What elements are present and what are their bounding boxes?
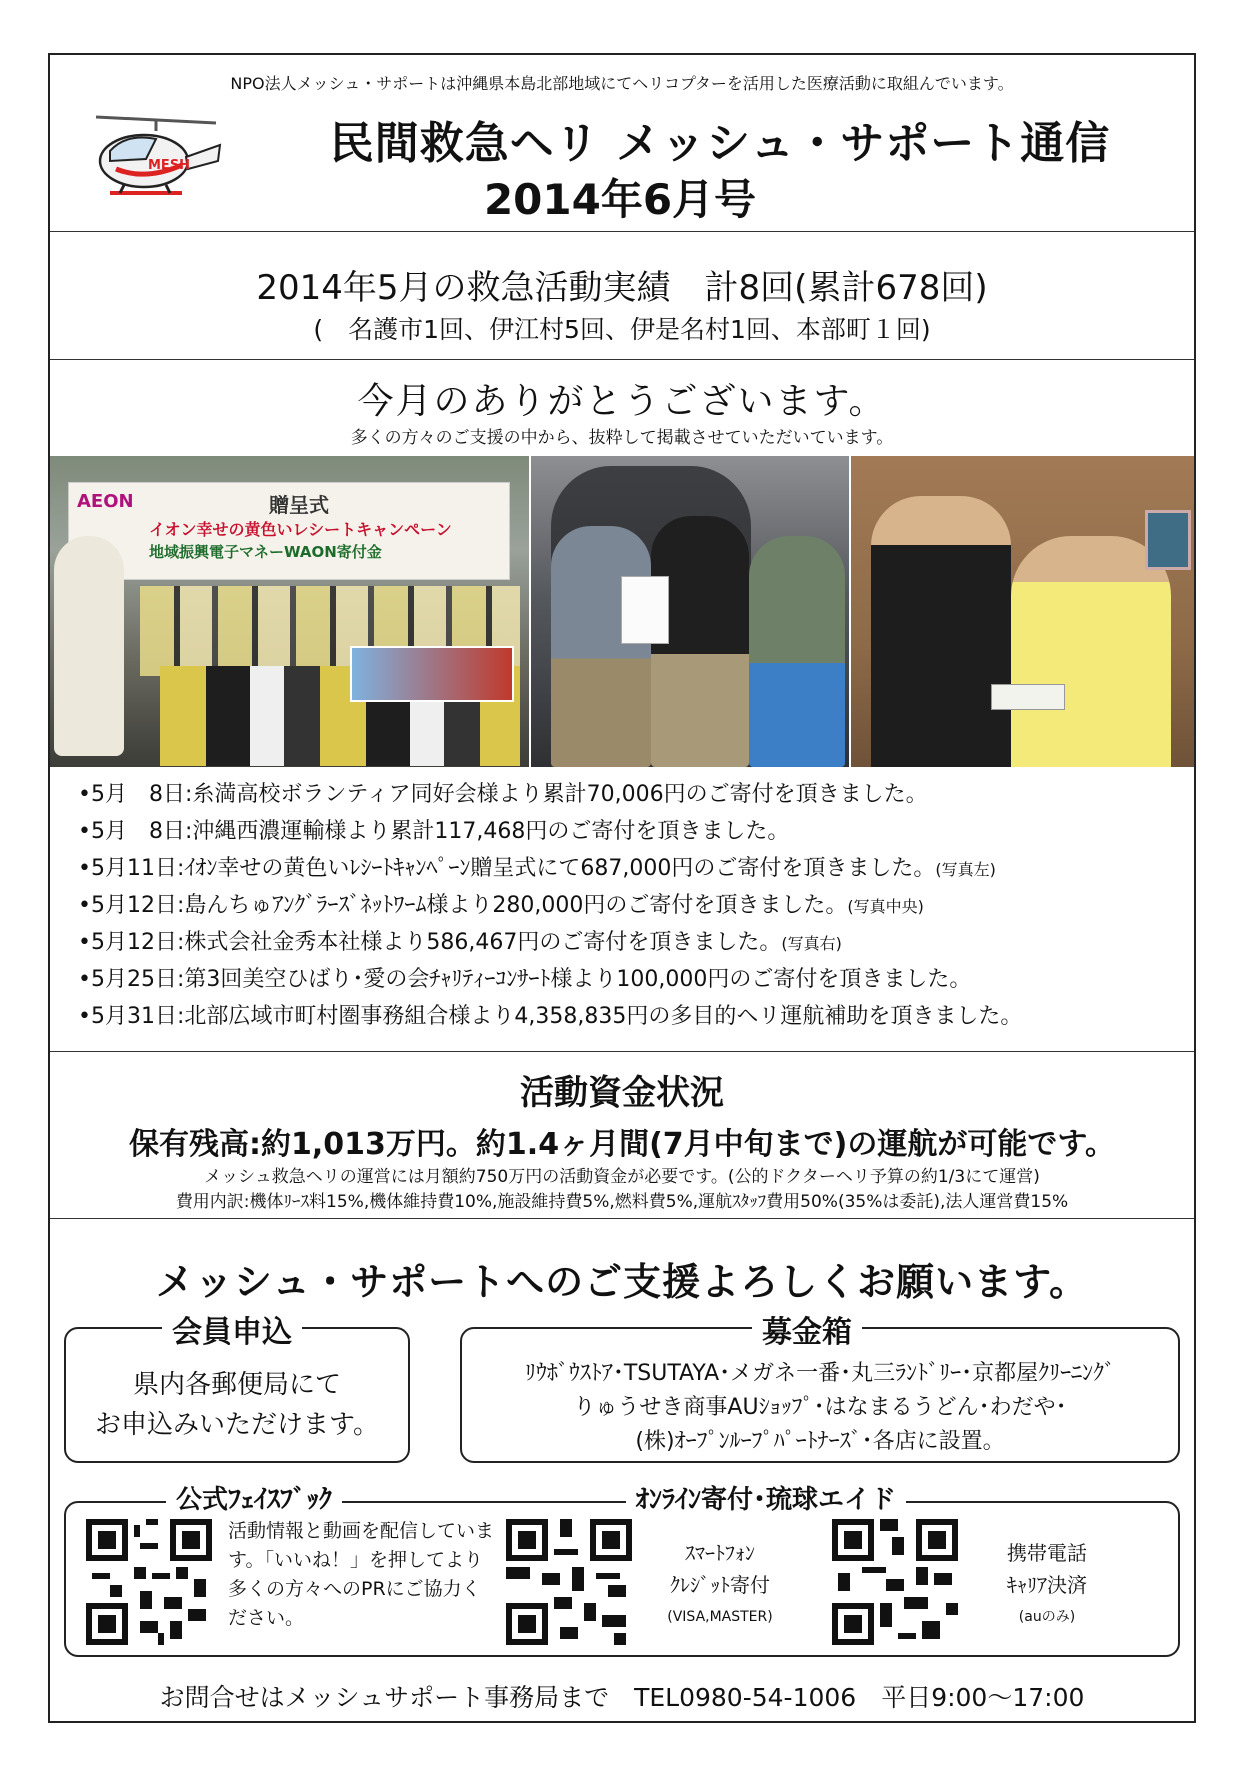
ceremony-banner <box>68 482 510 580</box>
contact-line: お問合せはメッシュサポート事務局まで TEL0980-54-1006 平日9:00～17:00 <box>159 1683 1085 1712</box>
activity-detail: ( 名護市1回、伊江村5回、伊是名村1回、本部町１回) <box>313 315 931 344</box>
banner-subtitle-2: 地域振興電子マネーWAON寄付金 <box>149 543 382 561</box>
display-board <box>350 646 514 702</box>
person-right <box>749 536 845 767</box>
helicopter-logo-icon <box>86 109 226 209</box>
photo-ceremony <box>50 456 529 767</box>
intro-text: NPO法人メッシュ・サポートは沖縄県本島北部地域にてヘリコプターを活用した医療活動に取組んでいます。 <box>230 74 1014 93</box>
divider <box>50 1218 1194 1219</box>
funds-heading: 活動資金状況 <box>520 1073 724 1113</box>
person-left <box>551 526 651 767</box>
funds-balance: 保有残高:約1,013万円。約1.4ヶ月間(7月中旬まで)の運航が可能です。 <box>129 1127 1115 1162</box>
funds-note: メッシュ救急ヘリの運営には月額約750万円の活動資金が必要です。(公的ドクターヘリ予算の約1/3にて運営) <box>204 1167 1040 1187</box>
activity-headline: 2014年5月の救急活動実績 計8回(累計678回) <box>256 268 988 308</box>
support-heading: メッシュ・サポートへのご支援よろしくお願います。 <box>155 1260 1089 1304</box>
divider <box>50 359 1194 360</box>
list-item: •5月11日:ｲｵﾝ幸せの黄色いﾚｼｰﾄｷｬﾝﾍﾟｰﾝ贈呈式にて687,000円のご寄付を頂きました。(写真左) <box>78 856 996 881</box>
divider <box>50 231 1194 232</box>
smartphone-qr-icon[interactable] <box>506 1519 632 1645</box>
issue-label: 2014年6月号 <box>483 175 757 224</box>
thanks-heading: 今月のありがとうございます。 <box>357 381 887 422</box>
check-paper <box>991 684 1065 710</box>
photo-hangar <box>531 456 849 767</box>
photo-office <box>851 456 1194 767</box>
mascot-figure <box>54 536 124 756</box>
wall-picture <box>1145 510 1191 570</box>
donation-box-body: ﾘｳﾎﾞｳｽﾄｱ･TSUTAYA･メガネ一番･丸三ﾗﾝﾄﾞﾘｰ･京都屋ｸﾘｰﾆﾝｸﾞ りゅうせき商事AUｼｮｯﾌﾟ･はなまるうどん･わだや･ (株)ｵｰﾌﾟﾝﾙｰﾌﾟﾊﾟｰﾄﾅｰｽﾞ･各店に設置。 <box>524 1361 1116 1454</box>
newsletter-title: 民間救急ヘリ メッシュ・サポート通信 <box>329 118 1111 169</box>
funds-breakdown: 費用内訳:機体ﾘｰｽ料15%,機体維持費10%,施設維持費5%,燃料費5%,運航ｽﾀｯﾌ費用50%(35%は委託),法人運営費15% <box>175 1192 1069 1212</box>
person-yellow-shirt <box>1011 536 1171 767</box>
online-donation-title: ｵﾝﾗｲﾝ寄付･琉球エイド <box>626 1479 906 1516</box>
mobile-label: 携帯電話 ｷｬﾘｱ決済 (auのみ) <box>1007 1541 1087 1625</box>
facebook-title: 公式ﾌｪｲｽﾌﾞｯｸ <box>166 1479 342 1516</box>
member-title: 会員申込 <box>162 1307 302 1351</box>
facebook-qr-icon[interactable] <box>86 1519 212 1645</box>
donation-box-section <box>460 1315 1180 1463</box>
certificate <box>621 576 669 644</box>
list-item: •5月31日:北部広域市町村圏事務組合様より4,358,835円の多目的ヘリ運航補助を頂きました。 <box>78 1004 1023 1029</box>
donation-list <box>78 777 1178 1036</box>
photo-strip <box>50 456 1194 767</box>
list-item: •5月12日:株式会社金秀本社様より586,467円のご寄付を頂きました。(写真右) <box>78 930 842 955</box>
list-item: •5月 8日:糸満高校ボランティア同好会様より累計70,006円のご寄付を頂きました。 <box>78 782 928 807</box>
aeon-brand: AEON <box>77 491 134 512</box>
thanks-subheading: 多くの方々のご支援の中から、抜粋して掲載させていただいています。 <box>350 428 894 448</box>
list-item: •5月25日:第3回美空ひばり･愛の会ﾁｬﾘﾃｨｰｺﾝｻｰﾄ様より100,000円のご寄付を頂きました。 <box>78 967 972 992</box>
banner-title: 贈呈式 <box>269 493 329 517</box>
smartphone-label: ｽﾏｰﾄﾌｫﾝ ｸﾚｼﾞｯﾄ寄付 (VISA,MASTER) <box>667 1541 773 1625</box>
list-item: •5月 8日:沖縄西濃運輸様より累計117,468円のご寄付を頂きました。 <box>78 819 790 844</box>
donation-box-title: 募金箱 <box>752 1307 862 1351</box>
person-suit <box>871 496 1011 767</box>
newsletter-frame <box>48 53 1196 1723</box>
list-item: •5月12日:島んちゅｱﾝｸﾞﾗｰｽﾞﾈｯﾄﾜｰﾑ様より280,000円のご寄付を頂きました。(写真中央) <box>78 893 924 918</box>
mobile-qr-icon[interactable] <box>832 1519 958 1645</box>
logo-text: MESH <box>148 158 191 173</box>
facebook-text: 活動情報と動画を配信しています。「いいね！」を押してより多くの方々へのPRにご協力ください。 <box>228 1520 495 1629</box>
member-box <box>64 1315 410 1463</box>
divider <box>50 1051 1194 1052</box>
online-section <box>64 1485 1180 1657</box>
banner-subtitle: イオン幸せの黄色いレシートキャンペーン <box>149 520 452 539</box>
member-body: 県内各郵便局にて お申込みいただけます。 <box>95 1370 379 1440</box>
